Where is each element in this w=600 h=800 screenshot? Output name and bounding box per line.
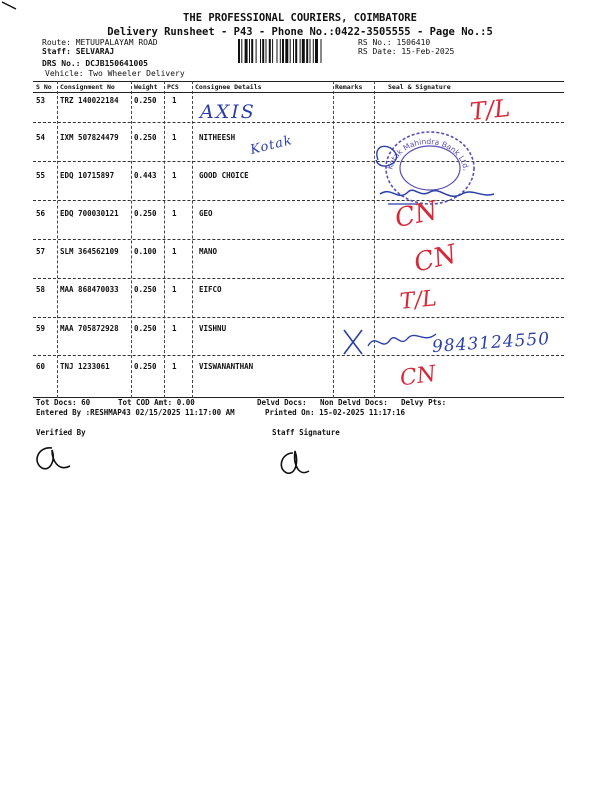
handwritten-cn-1: CN [392,195,441,235]
row-pcs: 1 [172,324,177,333]
svg-text:Kotak Mahindra Bank Ltd, Coimb [366,113,471,174]
row-weight: 0.250 [134,324,157,333]
barcode-bar [285,39,288,63]
row-pcs: 1 [172,96,177,105]
col-header-consignee: Consignee Details [195,83,262,91]
delivered-docs: Delvd Docs: [257,398,307,407]
barcode-bar [245,39,248,63]
row-sno: 55 [36,171,46,180]
barcode-bar [300,39,301,63]
row-pcs: 1 [172,209,177,218]
row-consignee: EIFCO [199,285,222,294]
row-sno: 57 [36,247,46,256]
barcode-bar [302,39,305,63]
row-sno: 53 [36,96,46,105]
barcode-bar [321,39,322,63]
row-consignment: SLM 364562109 [60,247,119,256]
row-consignee: GOOD CHOICE [199,171,249,180]
handwritten-kotak: Kotak [248,133,295,158]
printed-on: Printed On: 15-02-2025 11:17:16 [265,408,405,417]
drs-label: DRS No.: DCJB150641005 [42,59,148,68]
row-weight: 0.443 [134,171,157,180]
col-header-remarks: Remarks [335,83,363,91]
row-consignment: MAA 705872928 [60,324,119,333]
barcode-bar [293,39,294,63]
delivery-points: Delvy Pts: [401,398,447,407]
col-header-weight: Weight [134,83,158,91]
barcode-bar [249,39,250,63]
handwritten-tl-1: T/L [468,93,512,127]
route-label: Route: METUUPALAYAM ROAD [42,38,158,47]
barcode-bar [238,39,240,63]
handwritten-cn-2: CN [411,239,460,279]
row-divider [33,239,564,240]
barcode-bar [295,39,297,63]
total-docs: Tot Docs: 60 [36,398,91,407]
col-header-seal-signature: Seal & Signature [388,83,451,91]
barcode-bar [310,39,311,63]
row-consignment: EDQ 10715897 [60,171,115,180]
row-weight: 0.250 [134,362,157,371]
row-pcs: 1 [172,247,177,256]
col-header-sno: S No [36,83,52,91]
row-consignee: MANO [199,247,218,256]
barcode-bar [262,39,264,63]
row-divider [33,317,564,318]
barcode-bar [272,39,273,63]
row-sno: 59 [36,324,46,333]
row-consignment: MAA 868470033 [60,285,119,294]
barcode-bar [282,39,284,63]
row-pcs: 1 [172,133,177,142]
row-consignment: TNJ 1233061 [60,362,110,371]
row-weight: 0.250 [134,133,157,142]
total-cod-amount: Tot COD Amt: 0.00 [118,398,195,407]
row-pcs: 1 [172,362,177,371]
barcode-bar [241,39,242,63]
table-top-border [33,81,564,82]
barcode-bar [269,39,271,63]
verified-by-label: Verified By [36,428,86,437]
stamp-text: Kotak Mahindra Bank Ltd, Coimbatore 641005 [366,113,472,174]
row-divider [33,278,564,279]
barcode-bar [277,39,278,63]
row-sno: 54 [36,133,46,142]
row-pcs: 1 [172,171,177,180]
row-weight: 0.250 [134,96,157,105]
handwritten-phone: 9843124550 [431,328,551,358]
signature-scrawl-59 [340,322,440,362]
rs-number: RS No.: 1506410 [358,38,431,47]
row-consignment: TRZ 140022184 [60,96,119,105]
row-consignee: VISWANANTHAN [199,362,254,371]
barcode-bar [260,39,261,63]
non-delivered-docs: Non Delvd Docs: [320,398,388,407]
row-sno: 60 [36,362,46,371]
barcode-bar [266,39,267,63]
barcode-bar [306,39,308,63]
row-weight: 0.100 [134,247,157,256]
row-sno: 56 [36,209,46,218]
handwritten-tl-2: T/L [398,286,438,315]
staff-signature-mark [275,443,315,481]
rs-date: RS Date: 15-Feb-2025 [358,47,455,56]
row-weight: 0.250 [134,209,157,218]
handwritten-axis: AXIS [200,101,256,123]
row-consignee: VISHNU [199,324,227,333]
row-pcs: 1 [172,285,177,294]
row-weight: 0.250 [134,285,157,294]
scan-mark [0,0,20,12]
barcode-bar [315,39,318,63]
col-header-pcs: PCS [167,83,179,91]
col-header-consignment: Consignment No [60,83,115,91]
row-consignee: NITHEESH [199,133,236,142]
company-title: THE PROFESSIONAL COURIERS, COIMBATORE [183,12,417,24]
barcode [238,39,350,63]
barcode-bar [251,39,253,63]
runsheet-title: Delivery Runsheet - P43 - Phone No.:0422-3505555 - Page No.:5 [107,26,493,38]
row-divider [33,355,564,356]
verified-by-signature [30,440,80,480]
row-consignee: GEO [199,209,213,218]
handwritten-cn-3: CN [398,361,438,392]
entered-by: Entered By :RESHMAP43 02/15/2025 11:17:00 AM [36,408,235,417]
row-consignment: IXM 507824479 [60,133,119,142]
vehicle-label: Vehicle: Two Wheeler Delivery [45,69,185,78]
barcode-bar [313,39,314,63]
row-sno: 58 [36,285,46,294]
staff-signature-label: Staff Signature [272,428,340,437]
staff-label: Staff: SELVARAJ [42,47,115,56]
barcode-bar [256,39,257,63]
barcode-bar [290,39,291,63]
barcode-bar [280,39,281,63]
row-consignment: EDQ 700030121 [60,209,119,218]
table-header-border [33,92,564,93]
